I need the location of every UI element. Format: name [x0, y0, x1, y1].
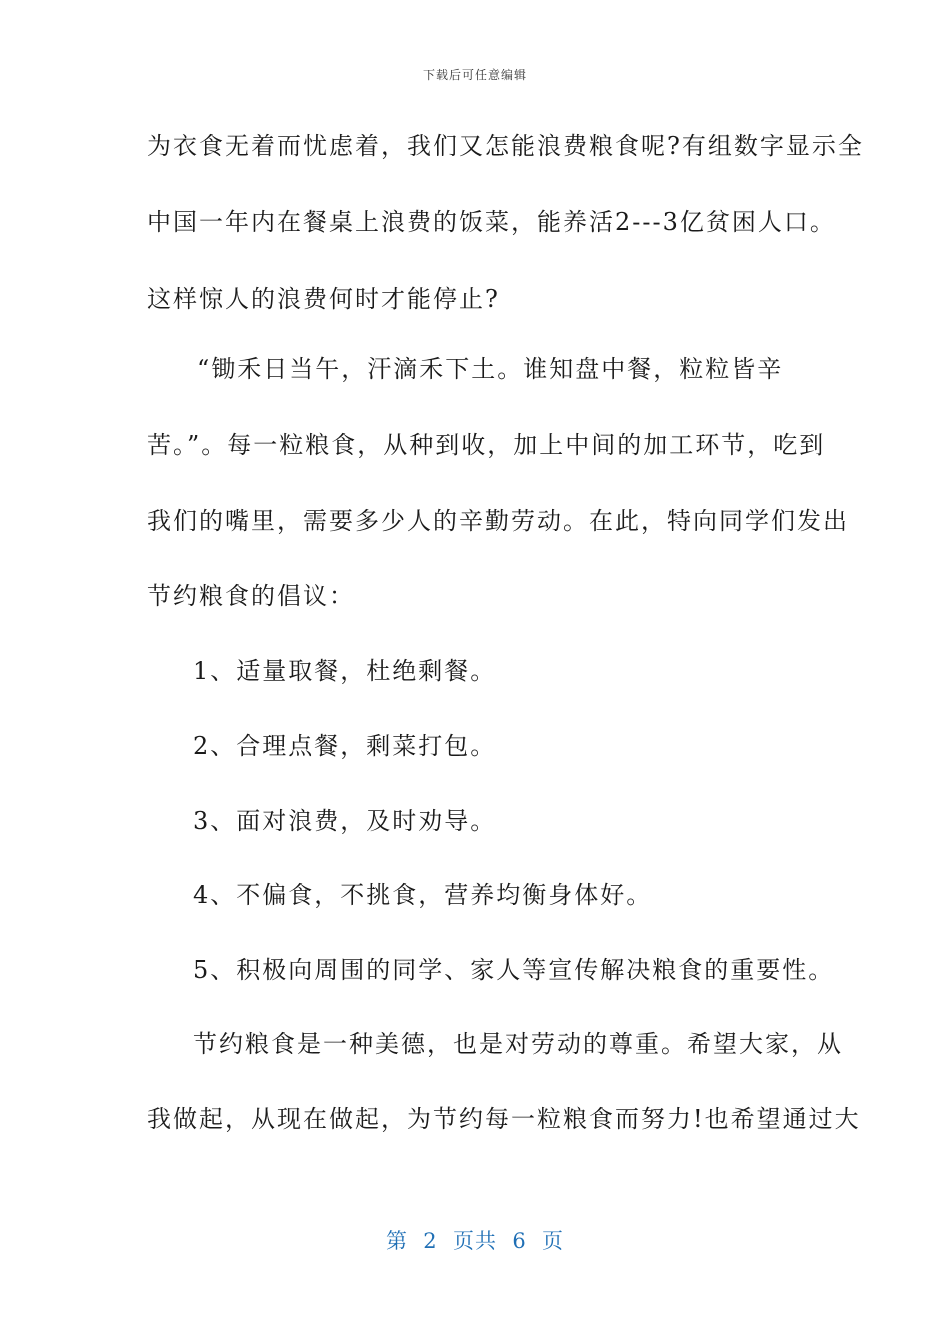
list-item: 4、不偏食，不挑食，营养均衡身体好。 — [193, 881, 653, 909]
body-line: 这样惊人的浪费何时才能停止? — [147, 285, 500, 313]
list-item: 5、积极向周围的同学、家人等宣传解决粮食的重要性。 — [193, 956, 835, 984]
body-line: 节约粮食是一种美德，也是对劳动的尊重。希望大家，从 — [193, 1030, 843, 1058]
body-line: 我们的嘴里，需要多少人的辛勤劳动。在此，特向同学们发出 — [147, 507, 849, 535]
body-line: 节约粮食的倡议： — [147, 582, 355, 610]
body-line: 我做起，从现在做起，为节约每一粒粮食而努力!也希望通过大 — [147, 1105, 861, 1133]
body-line: 苦。”。每一粒粮食，从种到收，加上中间的加工环节，吃到 — [147, 431, 826, 459]
list-item: 3、面对浪费，及时劝导。 — [193, 807, 497, 835]
list-item: 2、合理点餐，剩菜打包。 — [193, 732, 497, 760]
header-note: 下载后可任意编辑 — [422, 68, 527, 82]
body-line: “锄禾日当午，汗滴禾下土。谁知盘中餐，粒粒皆辛 — [197, 355, 784, 383]
list-item: 1、适量取餐，杜绝剩餐。 — [193, 657, 497, 685]
body-line: 为衣食无着而忧虑着，我们又怎能浪费粮食呢?有组数字显示全 — [147, 132, 864, 160]
body-line: 中国一年内在餐桌上浪费的饭菜，能养活2---3亿贫困人口。 — [147, 208, 836, 236]
page-number: 第 2 页共 6 页 — [385, 1229, 565, 1253]
